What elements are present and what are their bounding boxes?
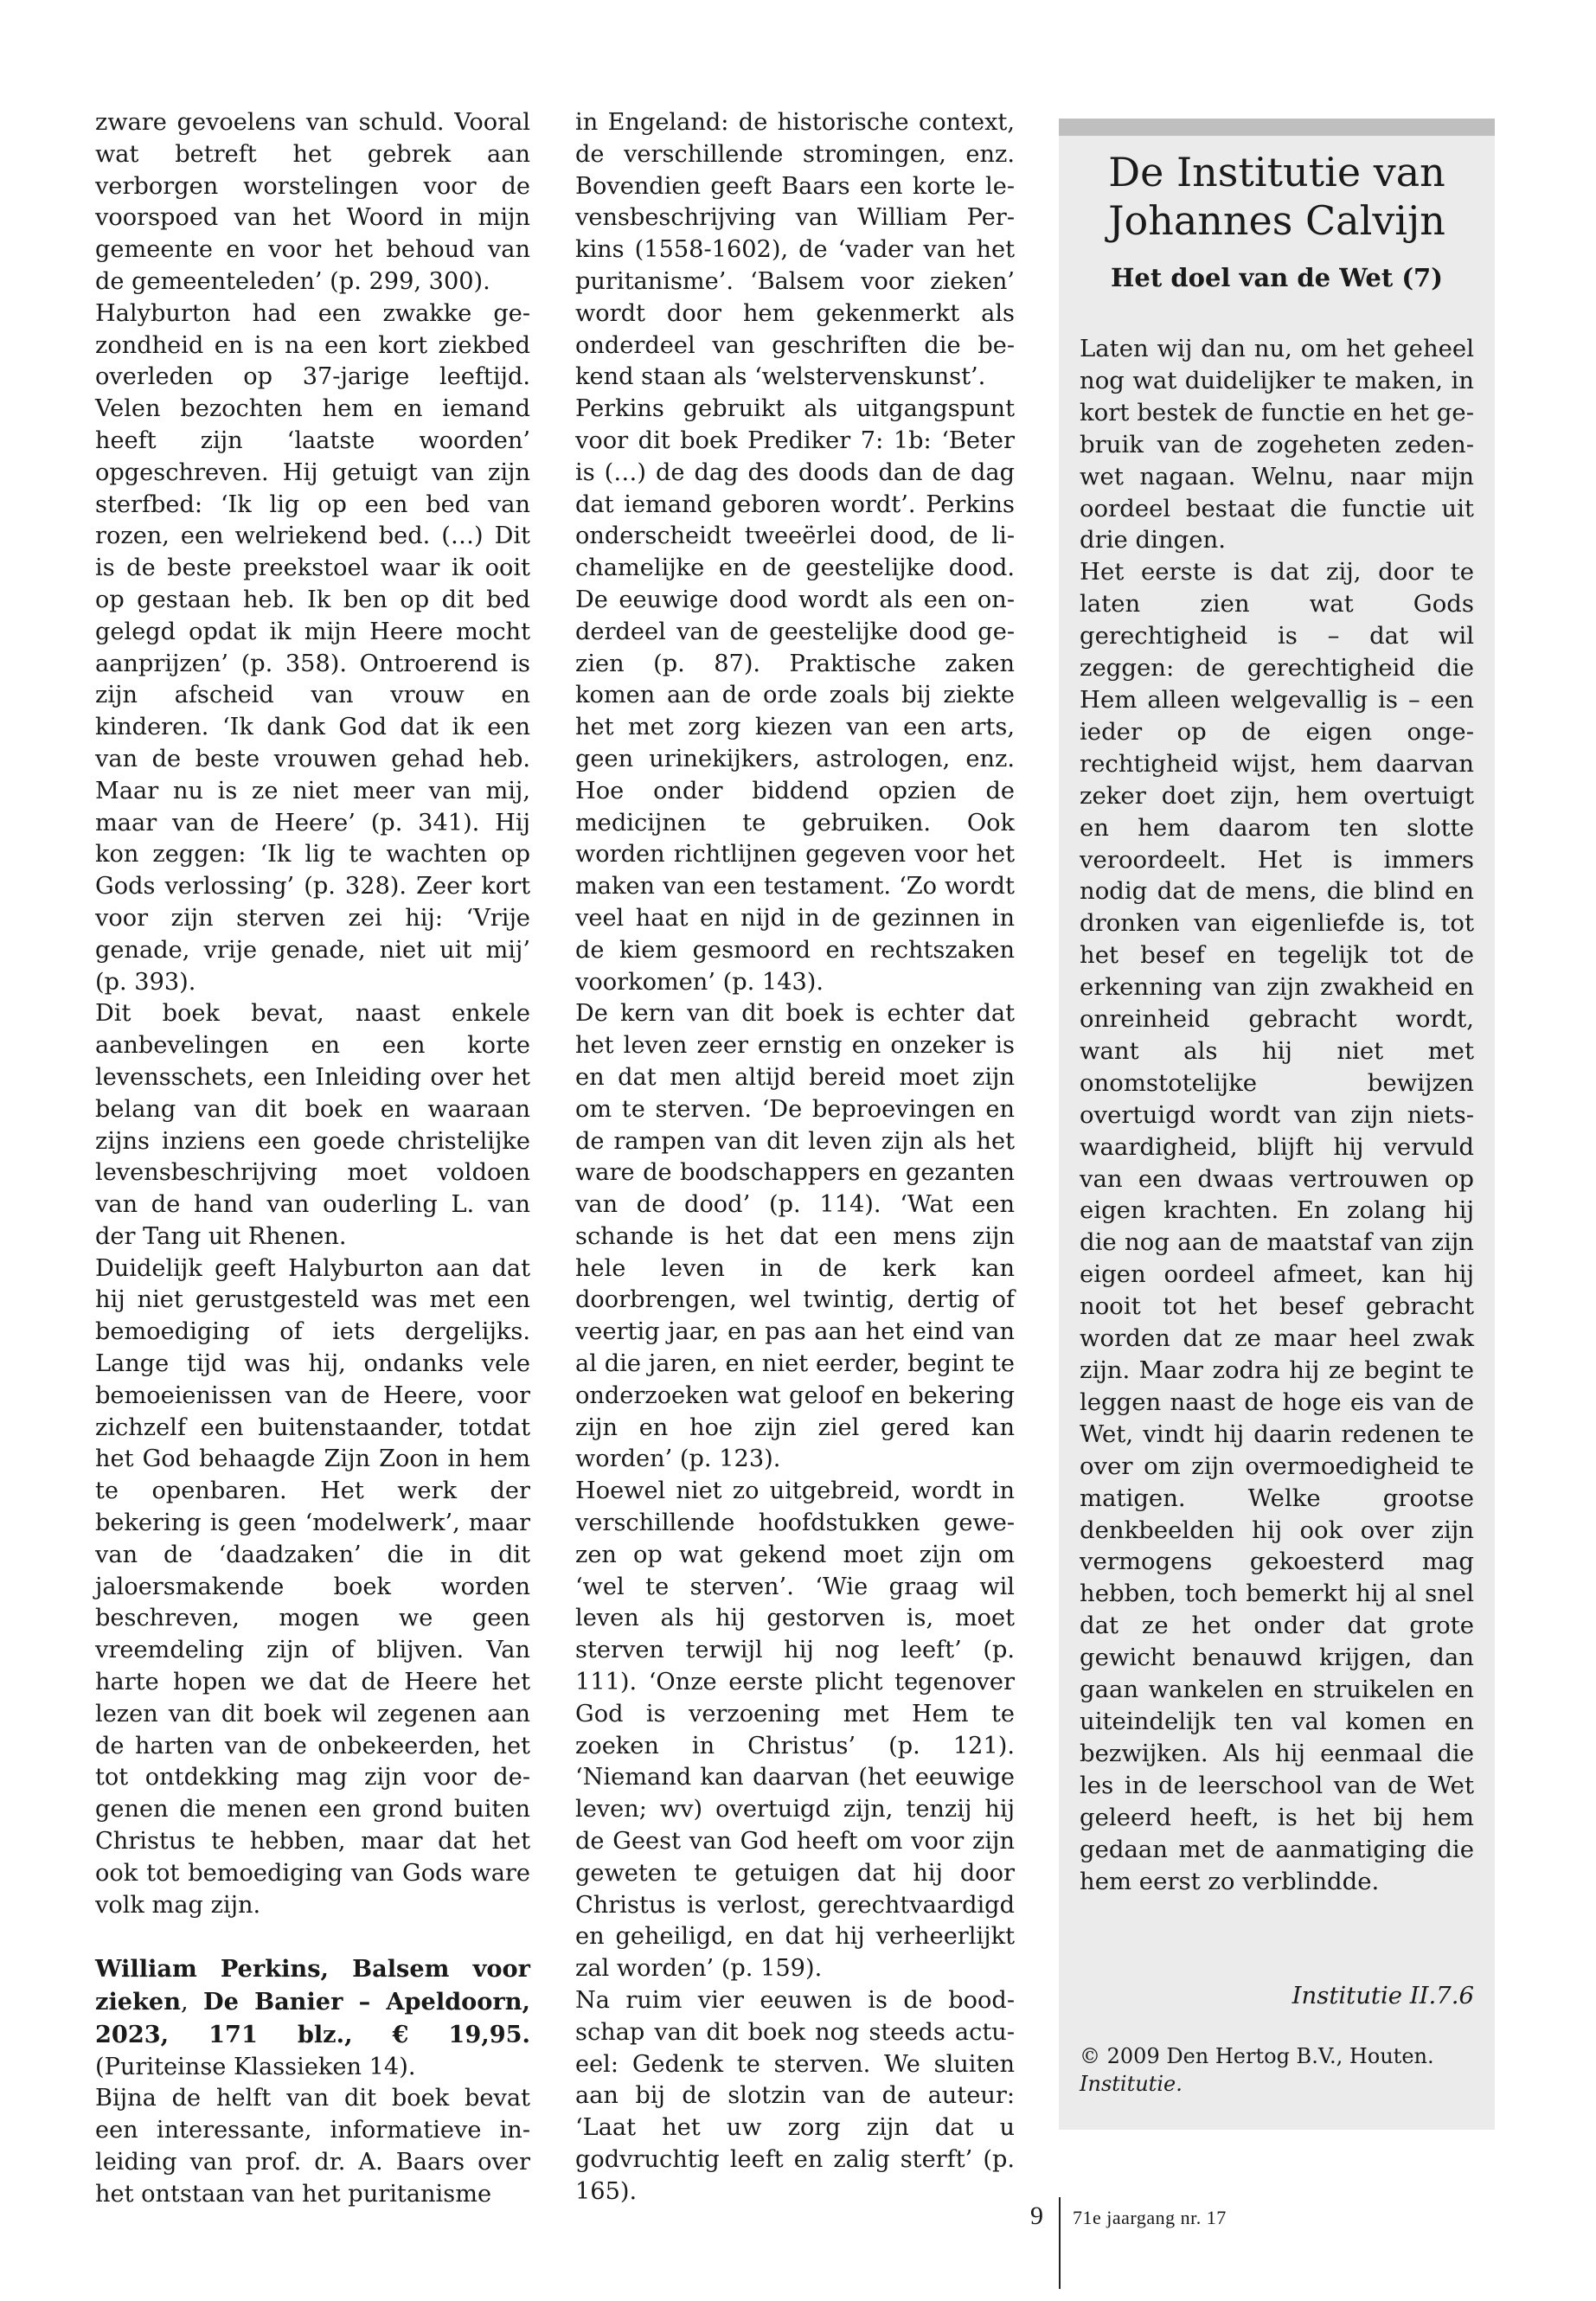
issue-label: 71e jaargang nr. 17 — [1073, 2207, 1227, 2228]
copyright-work: Institutie. — [1080, 2072, 1183, 2096]
paragraph: Bijna de helft van dit boek bevat een interessante, informatieve inleiding van prof. dr. A. Baars over het ontstaan van het puritanisme — [95, 2085, 530, 2208]
paragraph: Halyburton had een zwakke gezondheid en is na een kort ziekbed overleden op 37-jarige leeftijd. Velen bezochten hem en iemand heeft zijn ‘laatste woorden’ opgeschreven. Hij getuigt van zijn sterfbed: ‘Ik lig op een bed van rozen, een welriekend bed. (…) Dit is de beste preekstoel waar ik ooit op gestaan heb. Ik ben op dit bed gelegd opdat ik mijn Heere mocht aanprijzen’ (p. 358). Ontroerend is zijn afscheid van vrouw en kinderen. ‘Ik dank God dat ik een van de beste vrouwen gehad heb. Maar nu is ze niet meer van mij, maar van de Heere’ (p. 341). Hij kon zeggen: ‘Ik lig te wachten op Gods verlossing’ (p. 328). Zeer kort voor zijn sterven zei hij: ‘Vrije genade, vrije genade, niet uit mij’ (p. 393). — [95, 299, 530, 996]
page-number: 9 — [1030, 2202, 1043, 2230]
book-title: William Perkins, Balsem voor zieken — [95, 1955, 530, 2016]
sidebar-body — [1080, 333, 1474, 1897]
institutie-sidebar — [1059, 119, 1495, 2130]
paragraph: in Engeland: de historische context, de verschillende stromingen, enz. Bovendien geeft Baars een korte levensbeschrijving van William Perkins (1558-1602), de ‘vader van het puritanisme’. ‘Balsem voor zieken’ wordt door hem gekenmerkt als onderdeel van geschriften die bekend staan als ‘welstervenskunst’. — [575, 109, 1015, 391]
copyright-text: © 2009 Den Hertog B.V., Houten. — [1080, 2044, 1434, 2068]
paragraph: Perkins gebruikt als uitgangspunt voor dit boek Prediker 7: 1b: ‘Beter is (…) de dag des doods dan de dag dat iemand geboren wordt’. Perkins onderscheidt tweeërlei dood, de lichamelijke en de geestelijke dood. De eeuwige dood wordt als een onderdeel van de geestelijke dood gezien (p. 87). Praktische zaken komen aan de orde zoals bij ziekte het met zorg kiezen van een arts, geen urinekijkers, astrologen, enz. Hoe onder biddend opzien de medicijnen te gebruiken. Ook worden richtlijnen gegeven voor het maken van een testament. ‘Zo wordt veel haat en nijd in de gezinnen in de kiem gesmoord en rechtszaken voorkomen’ (p. 143). — [575, 395, 1015, 996]
source-reference: Institutie II.7.6 — [1292, 1982, 1474, 2009]
paragraph: Het eerste is dat zij, door te laten zien wat Gods gerechtigheid is – dat wil zeggen: de gerechtigheid die Hem alleen welgevallig is – een ieder op de eigen ongerechtigheid wijst, hem daarvan zeker doet zijn, hem overtuigt en hem daarom ten slotte veroordeelt. Het is immers nodig dat de mens, die blind en dronken van eigenliefde is, tot het besef en tegelijk tot de erkenning van zijn zwakheid en onreinheid gebracht wordt, want als hij niet met onomstotelijke bewijzen overtuigd wordt van zijn nietswaardigheid, blijft hij vervuld van een dwaas vertrouwen op eigen krachten. En zolang hij die nog aan de maatstaf van zijn eigen oordeel afmeet, kan hij nooit tot het besef gebracht worden dat ze maar heel zwak zijn. Maar zodra hij ze begint te leggen naast de hoge eis van de Wet, vindt hij daarin redenen te over om zijn overmoedigheid te matigen. Welke grootse denkbeelden hij ook over zijn vermogens gekoesterd mag hebben, toch bemerkt hij al snel dat ze het onder dat grote gewicht benauwd krijgen, dan gaan wankelen en struikelen en uiteindelijk ten val komen en bezwijken. Als hij eenmaal die les in de leerschool van de Wet geleerd heeft, is het bij hem gedaan met de aanmatiging die hem eerst zo verblindde. — [1080, 558, 1474, 1895]
footer-divider — [1059, 2197, 1061, 2289]
column-middle — [575, 107, 1015, 2208]
paragraph: De kern van dit boek is echter dat het leven zeer ernstig en onzeker is en dat men altijd bereid moet zijn om te sterven. ‘De beproevingen en de rampen van dit leven zijn als het ware de boodschappers en gezanten van de dood’ (p. 114). ‘Wat een schande is het dat een mens zijn hele leven in de kerk kan doorbrengen, wel twintig, dertig of veertig jaar, en pas aan het eind van al die jaren, en niet eerder, begint te onderzoeken wat geloof en bekering zijn en hoe zijn ziel gered kan worden’ (p. 123). — [575, 1000, 1015, 1473]
column-left — [95, 107, 530, 2211]
paragraph: Na ruim vier eeuwen is de boodschap van dit boek nog steeds actueel: Gedenk te sterven. We sluiten aan bij de slotzin van de auteur: ‘Laat het uw zorg zijn dat u godvruchtig leeft en zalig sterft’ (p. 165). — [575, 1987, 1015, 2205]
sidebar-title-line2: Johannes Calvijn — [1108, 197, 1445, 244]
book-series: (Puriteinse Klassieken 14). — [95, 2053, 416, 2080]
sidebar-title-line1: De Institutie van — [1108, 149, 1445, 195]
copyright-notice — [1080, 2042, 1434, 2098]
book-review-heading — [95, 1953, 530, 2083]
paragraph: Hoewel niet zo uitgebreid, wordt in verschillende hoofdstukken gewezen op wat gekend moet zijn om ‘wel te sterven’. ‘Wie graag wil leven als hij gestorven is, moet sterven terwijl hij nog leeft’ (p. 111). ‘Onze eerste plicht tegenover God is verzoening met Hem te zoeken in Christus’ (p. 121). ‘Niemand kan daarvan (het eeuwige leven; wv) overtuigd zijn, tenzij hij de Geest van God heeft om voor zijn geweten te getuigen dat hij door Christus is verlost, gerechtvaardigd en geheiligd, en dat hij verheerlijkt zal worden’ (p. 159). — [575, 1477, 1015, 1983]
paragraph: Dit boek bevat, naast enkele aanbevelingen en een korte levensschets, een Inleiding over het belang van dit boek en waaraan zijns inziens een goede christelijke levensbeschrijving moet voldoen van de hand van ouderling L. van der Tang uit Rhenen. — [95, 1000, 530, 1250]
sidebar-title — [1059, 148, 1495, 245]
sidebar-subtitle: Het doel van de Wet (7) — [1111, 263, 1443, 292]
paragraph: Laten wij dan nu, om het geheel nog wat duidelijker te maken, in kort bestek de functie en het gebruik van de zogeheten zedenwet nagaan. Welnu, naar mijn oordeel bestaat die functie uit drie dingen. — [1080, 335, 1474, 554]
sidebar-top-bar — [1059, 119, 1495, 136]
book-publisher: De Banier – Apeldoorn, 2023, 171 blz., € 19,95. — [95, 1988, 530, 2048]
paragraph: Duidelijk geeft Halyburton aan dat hij niet gerustgesteld was met een bemoediging of iets dergelijks. Lange tijd was hij, ondanks vele bemoeienissen van de Heere, voor zichzelf een buitenstaander, totdat het God behaagde Zijn Zoon in hem te openbaren. Het werk der bekering is geen ‘modelwerk’, maar van de ‘daadzaken’ die in dit jaloersmakende boek worden beschreven, mogen we geen vreemdeling zijn of blijven. Van harte hopen we dat de Heere het lezen van dit boek wil zegenen aan de harten van de onbekeerden, het tot ontdekking mag zijn voor degenen die menen een grond buiten Christus te hebben, maar dat het ook tot bemoediging van Gods ware volk mag zijn. — [95, 1254, 530, 1919]
separator: , — [180, 1989, 203, 2016]
paragraph: zware gevoelens van schuld. Vooral wat betreft het gebrek aan verborgen worstelingen voor de voorspoed van het Woord in mijn gemeente en voor het behoud van de gemeenteleden’ (p. 299, 300). — [95, 109, 530, 295]
